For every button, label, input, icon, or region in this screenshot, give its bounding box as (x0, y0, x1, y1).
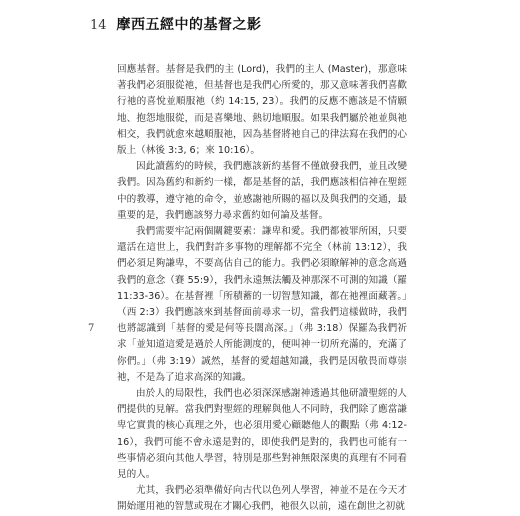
page-number: 14 (90, 18, 107, 33)
running-header (90, 14, 520, 34)
margin-note-number: 7 (88, 323, 95, 334)
paragraph: 回應基督。基督是我們的主 (Lord)，我們的主人 (Master)，那意味著我們必須服從祂，但基督也是我們心所愛的，那又意味著我們喜歡行祂的喜悅並順服祂（約 14:15, 23）。我們的反應不應該是不情願地、抱怨地服從，而是喜樂地、熱切地順服。如果我們屬於祂並與祂相交，我們就愈來越順服祂，因為基督將祂自己的律法寫在我們的心版上（林後 3:3, 6；來 10:16）。 (117, 64, 407, 157)
body-text (117, 62, 407, 516)
paragraph: 由於人的局限性，我們也必須深深感謝神透過其他研讀聖經的人們提供的見解。當我們對聖經的理解與他人不同時，我們除了應當謙卑它實貴的核心真理之外，也必須用愛心顧聽他人的觀點（弗 4:12-16），我們可能不會永遠是對的，即使我們是對的，我們也可能有一些事情必須向其他人學習，特別是那些對神無限深奧的真理有不同看見的人。 (117, 388, 407, 481)
paragraph: 因此讀舊約的時候，我們應該新約基督不僅啟發我們，並且改變我們。因為舊約和新約一樣，都是基督的話，我們應該相信神在聖經中的教導，遵守祂的命令，並感謝祂所賜的福以及與我們的交通，最重要的是，我們應該努力尋求舊約如何論及基督。 (117, 161, 407, 221)
paragraph: 我們需要牢記兩個關鍵要素：謙卑和愛。我們都被罪所困，只要還活在這世上，我們對許多事物的理解都不完全（林前 13:12），我們必須足夠謙卑，不要高估自己的能力。我們必須瞭解神的意念高過我們的意念（賽 55:9），我們永遠無法觸及神那深不可測的知識（羅 11:33-36）。在基督裡「所積蓄的一切智慧知識，都在祂裡面藏著。」（西 2:3）我們應該來到基督面前尋求一切，當我們這樣做時，我們也將認識到「基督的愛是何等長闊高深。」（弗 3:18）保羅為我們祈求「並知道這愛是過於人所能測度的，便叫神一切所充滿的，充滿了你們。」（弗 3:19）誠然，基督的愛超越知識，我們是因敬畏而尊崇祂，不是為了追求高深的知識。 (117, 226, 407, 383)
paragraph: 尤其，我們必須準備好向古代以色列人學習，神並不是在今天才開始運用祂的智慧或現在才關心我們，祂很久以前，遠在創世之初就 (117, 485, 407, 513)
running-title: 摩西五經中的基督之影 (116, 17, 262, 33)
